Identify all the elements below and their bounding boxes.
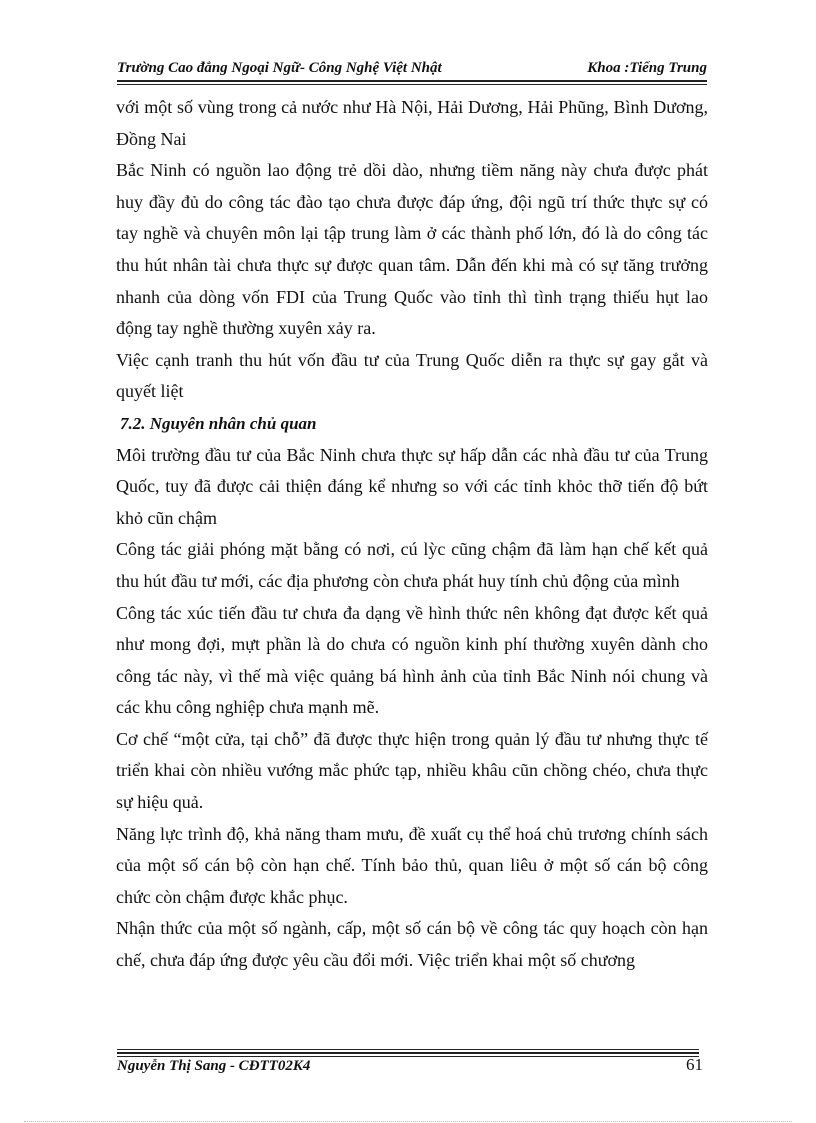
- paragraph: Môi trường đầu tư của Bắc Ninh chưa thực sự hấp dẫn các nhà đầu tư của Trung Quốc, tuy đã được cải thiện đáng kể nhưng so với các tỉnh khỏc thỡ tiến độ bứt khỏ cũn chậm: [116, 444, 708, 528]
- paragraph: Bắc Ninh có nguồn lao động trẻ dồi dào, nhưng tiềm năng này chưa được phát huy đầy đủ do công tác đào tạo chưa được đáp ứng, đội ngũ trí thức thực sự có tay nghề và chuyên môn lại tập trung làm ở các thành phố lớn, đó là do công tác thu hút nhân tài chưa thực sự được quan tâm. Dẫn đến khi mà có sự tăng trưởng nhanh của dòng vốn FDI của Trung Quốc vào tỉnh thì tình trạng thiếu hụt lao động tay nghề thường xuyên xảy ra.: [116, 160, 708, 339]
- document-body: [116, 92, 708, 977]
- paragraph: Công tác giải phóng mặt bằng có nơi, cú lỳc cũng chậm đã làm hạn chế kết quả thu hút đầu tư mới, các địa phương còn chưa phát huy tính chủ động của mình: [116, 539, 708, 591]
- footer-rule-thick: [117, 1052, 699, 1054]
- section-heading: 7.2. Nguyên nhân chủ quan: [120, 413, 317, 433]
- page-number: 61: [686, 1055, 703, 1074]
- header-faculty: Khoa :Tiếng Trung: [587, 60, 707, 76]
- page-header: [117, 58, 707, 80]
- footer-rule-thin: [117, 1056, 699, 1057]
- page-bottom-border: [24, 1121, 792, 1122]
- header-rule-thin: [117, 84, 707, 85]
- header-rule: [117, 80, 707, 82]
- footer-author: Nguyễn Thị Sang - CĐTT02K4: [117, 1058, 311, 1074]
- paragraph: Cơ chế “một cửa, tại chỗ” đã được thực hiện trong quản lý đầu tư nhưng thực tế triển khai còn nhiều vướng mắc phức tạp, nhiều khâu cũn chồng chéo, chưa thực sự hiệu quả.: [116, 728, 708, 813]
- paragraph: với một số vùng trong cả nước như Hà Nội, Hải Dương, Hải Phũng, Bình Dương, Đồng Nai: [116, 97, 708, 149]
- paragraph: Công tác xúc tiến đầu tư chưa đa dạng về hình thức nên không đạt được kết quả như mong đợi, mựt phần là do chưa có nguồn kinh phí thường xuyên dành cho công tác này, vì thế mà việc quảng bá hình ảnh của tỉnh Bắc Ninh nói chung và các khu công nghiệp chưa mạnh mẽ.: [116, 602, 708, 718]
- header-school-name: Trường Cao đẳng Ngoại Ngữ- Công Nghệ Việt Nhật: [117, 60, 442, 76]
- paragraph: Năng lực trình độ, khả năng tham mưu, đề xuất cụ thể hoá chủ trương chính sách của một số cán bộ còn hạn chế. Tính bảo thủ, quan liêu ở một số cán bộ công chức còn chậm được khắc phục.: [116, 823, 708, 907]
- paragraph: Việc cạnh tranh thu hút vốn đầu tư của Trung Quốc diễn ra thực sự gay gắt và quyết liệt: [116, 349, 708, 402]
- paragraph: Nhận thức của một số ngành, cấp, một số cán bộ về công tác quy hoạch còn hạn chế, chưa đáp ứng được yêu cầu đổi mới. Việc triển khai một số chương: [116, 918, 708, 971]
- footer-rule: [117, 1049, 699, 1050]
